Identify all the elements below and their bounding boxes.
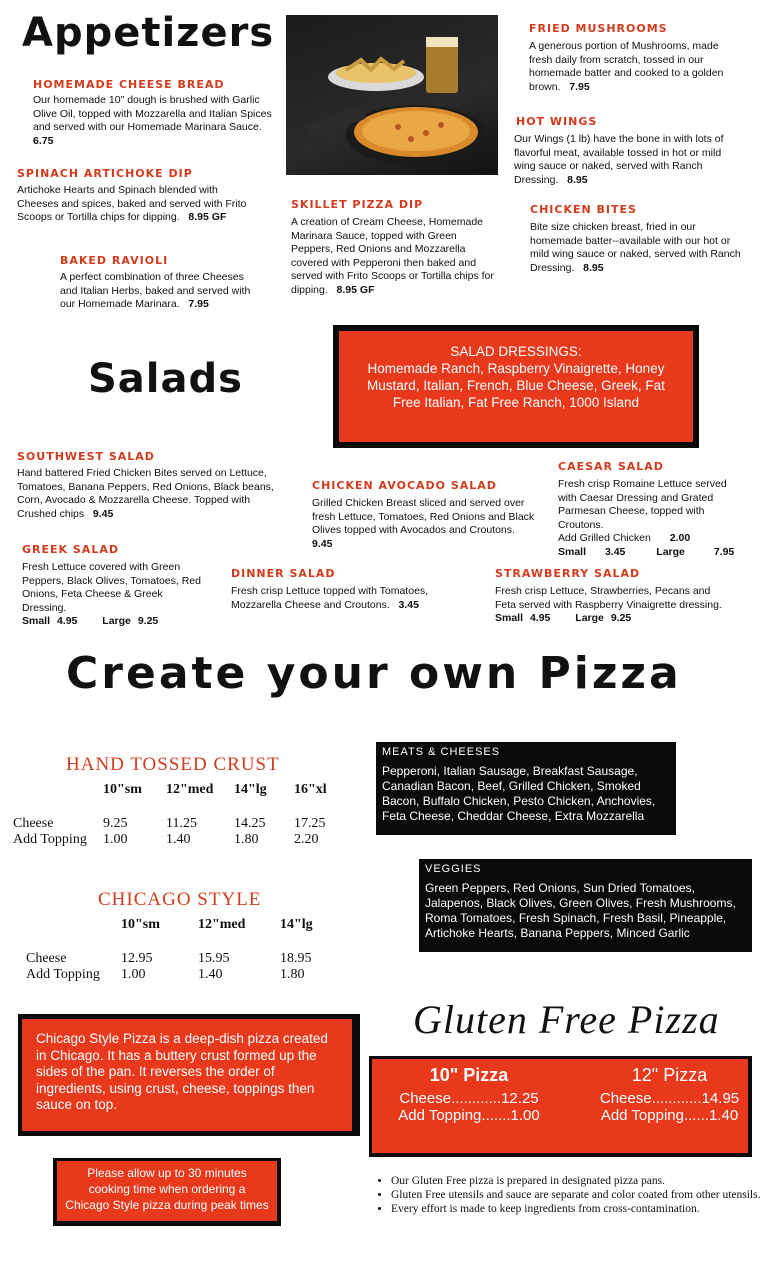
chicago-note-text: Chicago Style Pizza is a deep-dish pizza created in Chicago. It has a buttery crust formed up the sides of the pan. It reverses the order of ingredients, using crust, cheese, toppings then sauce on top. xyxy=(36,1031,328,1112)
menu-item-price: 7.95 xyxy=(569,80,590,93)
row-value: 18.95 xyxy=(280,951,312,966)
menu-item-name: SOUTHWEST SALAD xyxy=(17,450,155,463)
menu-item-desc xyxy=(530,221,745,275)
gf-10-cheese: Cheese............12.25 xyxy=(399,1090,539,1107)
gluten-free-price-box xyxy=(372,1059,748,1153)
caesar-addon-row xyxy=(558,532,748,546)
row-value: 1.00 xyxy=(103,832,128,847)
row-value: 1.80 xyxy=(280,967,305,982)
food-photo-illustration xyxy=(286,15,498,175)
salad-dressings-title: SALAD DRESSINGS: xyxy=(450,344,582,359)
menu-item-desc-text: Our Wings (1 lb) have the bone in with lots of flavorful meat, available tossed in hot or mild wing sauce or naked, served with Ranch Dressing. xyxy=(514,133,724,186)
menu-item-desc-text: Artichoke Hearts and Spinach blended with Cheeses and spices, baked and served with Frito Scoops or Tortilla chips for dipping. xyxy=(17,184,247,223)
meats-cheeses-list: Pepperoni, Italian Sausage, Breakfast Sausage, Canadian Bacon, Beef, Grilled Chicken, Smoked Bacon, Buffalo Chicken, Pesto Chicken, Anchovies, Feta Cheese, Cheddar Cheese, Extra Mozzarella xyxy=(382,764,656,823)
menu-item-price: 8.95 GF xyxy=(336,283,375,296)
menu-item-price: 7.95 xyxy=(188,298,209,310)
menu-item-desc xyxy=(17,467,285,521)
menu-item-desc xyxy=(291,216,501,297)
row-value: 1.40 xyxy=(166,832,191,847)
wait-note-text: Please allow up to 30 minutes cooking time when ordering a Chicago Style pizza during peak times xyxy=(65,1166,269,1212)
chicago-style-title: CHICAGO STYLE xyxy=(98,889,262,910)
menu-item-name: FRIED MUSHROOMS xyxy=(529,22,668,35)
row-value: 11.25 xyxy=(166,816,197,831)
menu-item-desc xyxy=(60,271,255,312)
price-table-row xyxy=(13,832,354,848)
size-small-price: 3.45 xyxy=(604,545,626,558)
menu-item-desc-text: A perfect combination of three Cheeses and Italian Herbs, baked and served with our Homemade Marinara. xyxy=(60,271,251,310)
menu-item-name: HOMEMADE CHEESE BREAD xyxy=(33,78,225,91)
row-value: 15.95 xyxy=(198,951,230,966)
price-table-row xyxy=(13,816,354,832)
hand-tossed-title: HAND TOSSED CRUST xyxy=(66,754,280,775)
row-value: 1.80 xyxy=(234,832,259,847)
row-value: 12.95 xyxy=(121,951,153,966)
meats-cheeses-box xyxy=(376,742,676,835)
menu-item-name: CHICKEN AVOCADO SALAD xyxy=(312,479,497,492)
menu-item-name: BAKED RAVIOLI xyxy=(60,254,169,267)
menu-item-desc xyxy=(231,585,431,612)
row-value: 2.20 xyxy=(294,832,319,847)
row-label: Cheese xyxy=(13,816,54,831)
caesar-size-row xyxy=(558,546,748,560)
menu-item-desc xyxy=(312,497,544,551)
size-large-label: Large xyxy=(575,612,604,624)
gf-12-cheese: Cheese............14.95 xyxy=(599,1090,740,1107)
pizza-section-title: Create your own Pizza xyxy=(66,648,682,699)
caesar-addon-label: Add Grilled Chicken xyxy=(558,532,651,544)
menu-item-desc xyxy=(529,40,729,94)
size-large-price: 7.95 xyxy=(713,545,735,558)
gf-10-title: 10" Pizza xyxy=(429,1065,509,1085)
gluten-free-note: • Gluten Free utensils and sauce are separate and color coated from other utensils. xyxy=(391,1188,768,1202)
menu-item-price: 3.45 xyxy=(398,598,419,611)
strawberry-size-row xyxy=(495,612,730,626)
menu-item-name: DINNER SALAD xyxy=(231,567,336,580)
price-table-row xyxy=(26,967,340,983)
size-header: 14"lg xyxy=(280,917,313,932)
menu-item-desc xyxy=(22,561,207,629)
gluten-free-note: • Our Gluten Free pizza is prepared in designated pizza pans. xyxy=(391,1174,768,1188)
size-header: 12"med xyxy=(166,782,214,797)
menu-item-desc-text: A creation of Cream Cheese, Homemade Marinara Sauce, topped with Green Peppers, Red Onions and Mozzarella covered with Pepperoni then baked and served with Frito Scoops or Tortilla chips for dipping. xyxy=(291,216,494,296)
row-value: 9.25 xyxy=(103,816,128,831)
gf-10-topping: Add Topping.......1.00 xyxy=(398,1107,540,1124)
menu-item-name: CAESAR SALAD xyxy=(558,460,664,473)
caesar-addon-price: 2.00 xyxy=(669,532,691,544)
salad-dressings-box xyxy=(339,331,693,442)
menu-item-desc xyxy=(495,585,730,626)
row-label: Add Topping xyxy=(26,967,100,982)
chicago-note-box xyxy=(22,1019,352,1131)
veggies-box xyxy=(419,859,752,952)
veggies-title: VEGGIES xyxy=(425,863,482,875)
menu-item-desc-text: A generous portion of Mushrooms, made fresh daily from scratch, tossed in our homemade batter and cooked to a golden brown. xyxy=(529,40,724,93)
row-value: 1.40 xyxy=(198,967,223,982)
size-large-label: Large xyxy=(102,615,131,627)
menu-item-name: CHICKEN BITES xyxy=(530,203,637,216)
menu-item-desc-text: Fresh crisp Romaine Lettuce served with Caesar Dressing and Grated Parmesan Cheese, topped with Croutons. xyxy=(558,478,727,531)
size-header: 10"sm xyxy=(103,782,142,797)
veggies-list: Green Peppers, Red Onions, Sun Dried Tomatoes, Jalapenos, Black Olives, Green Olives, Fresh Mushrooms, Roma Tomatoes, Fresh Spinach, Fresh Basil, Pineapple, Artichoke Hearts, Banana Peppers, Minced Garlic xyxy=(425,881,736,940)
gluten-free-notes xyxy=(369,1174,768,1216)
salads-title: Salads xyxy=(88,356,243,402)
hand-tossed-price-table xyxy=(13,782,354,848)
size-header: 16"xl xyxy=(294,782,327,797)
gf-12-column xyxy=(587,1065,752,1124)
gf-12-topping: Add Topping......1.40 xyxy=(600,1107,739,1124)
price-table-header-row xyxy=(13,782,354,798)
size-header: 10"sm xyxy=(121,917,160,932)
gf-10-column xyxy=(384,1065,554,1124)
menu-item-desc-text: Our homemade 10" dough is brushed with Garlic Olive Oil, topped with Mozzarella and Italian Spices and served with our Homemade Marinara Sauce. xyxy=(33,94,272,133)
row-value: 17.25 xyxy=(294,816,326,831)
size-large-price: 9.25 xyxy=(137,615,159,627)
row-value: 14.25 xyxy=(234,816,266,831)
menu-item-price: 8.95 GF xyxy=(188,211,227,223)
menu-item-name: SPINACH ARTICHOKE DIP xyxy=(17,167,193,180)
wait-note-box xyxy=(57,1161,277,1221)
menu-item-desc-text: Fresh crisp Lettuce, Strawberries, Pecans and Feta served with Raspberry Vinaigrette dressing. xyxy=(495,585,722,611)
menu-item-name: HOT WINGS xyxy=(516,115,598,128)
size-large-price: 9.25 xyxy=(610,612,632,624)
salad-dressings-list: Homemade Ranch, Raspberry Vinaigrette, Honey Mustard, Italian, French, Blue Cheese, Greek, Fat Free Italian, Fat Free Ranch, 1000 Island xyxy=(367,361,665,410)
menu-item-price: 6.75 xyxy=(33,134,54,147)
menu-item-name: GREEK SALAD xyxy=(22,543,119,556)
size-small-price: 4.95 xyxy=(529,612,551,624)
menu-item-desc xyxy=(558,478,748,559)
chicago-price-table xyxy=(26,917,340,983)
menu-item-desc-text: Hand battered Fried Chicken Bites served on Lettuce, Tomatoes, Banana Peppers, Red Onions, Black beans, Corn, Avocado & Mozzarella Cheese. Topped with Crushed chips xyxy=(17,467,274,520)
menu-item-desc-text: Bite size chicken breast, fried in our homemade batter--available with our hot or mild wing sauce or naked, served with Ranch Dressing. xyxy=(530,221,741,274)
row-label: Add Topping xyxy=(13,832,87,847)
size-small-price: 4.95 xyxy=(56,615,78,627)
size-small-label: Small xyxy=(22,615,51,627)
menu-item-desc xyxy=(17,184,249,225)
menu-item-price: 9.45 xyxy=(312,537,333,550)
size-header: 14"lg xyxy=(234,782,267,797)
gluten-free-note: • Every effort is made to keep ingredients from cross-contamination. xyxy=(391,1202,768,1216)
greek-size-row xyxy=(22,615,207,629)
food-photo xyxy=(286,15,498,175)
appetizers-title: Appetizers xyxy=(22,10,275,56)
menu-item-price: 8.95 xyxy=(583,261,604,274)
size-large-label: Large xyxy=(656,545,685,558)
menu-item-name: STRAWBERRY SALAD xyxy=(495,567,641,580)
size-header: 12"med xyxy=(198,917,246,932)
price-table-row xyxy=(26,951,340,967)
row-value: 1.00 xyxy=(121,967,146,982)
menu-item-desc-text: Fresh Lettuce covered with Green Peppers, Black Olives, Tomatoes, Red Onions, Feta Cheese & Greek Dressing. xyxy=(22,561,201,614)
size-small-label: Small xyxy=(558,545,587,558)
gluten-free-title: Gluten Free Pizza xyxy=(413,997,720,1042)
menu-item-desc-text: Fresh crisp Lettuce topped with Tomatoes, Mozzarella Cheese and Croutons. xyxy=(231,585,429,611)
menu-item-name: SKILLET PIZZA DIP xyxy=(291,198,424,211)
gf-12-title: 12" Pizza xyxy=(631,1065,708,1085)
menu-item-price: 8.95 xyxy=(567,173,588,186)
row-label: Cheese xyxy=(26,951,67,966)
meats-cheeses-title: MEATS & CHEESES xyxy=(382,746,501,758)
menu-item-desc-text: Grilled Chicken Breast sliced and served over fresh Lettuce, Tomatoes, Red Onions and Black Olives topped with Avocados and Croutons. xyxy=(312,497,535,536)
size-small-label: Small xyxy=(495,612,524,624)
menu-item-desc xyxy=(33,94,278,148)
price-table-header-row xyxy=(26,917,340,933)
menu-item-desc xyxy=(514,133,729,187)
menu-item-price: 9.45 xyxy=(92,507,114,520)
